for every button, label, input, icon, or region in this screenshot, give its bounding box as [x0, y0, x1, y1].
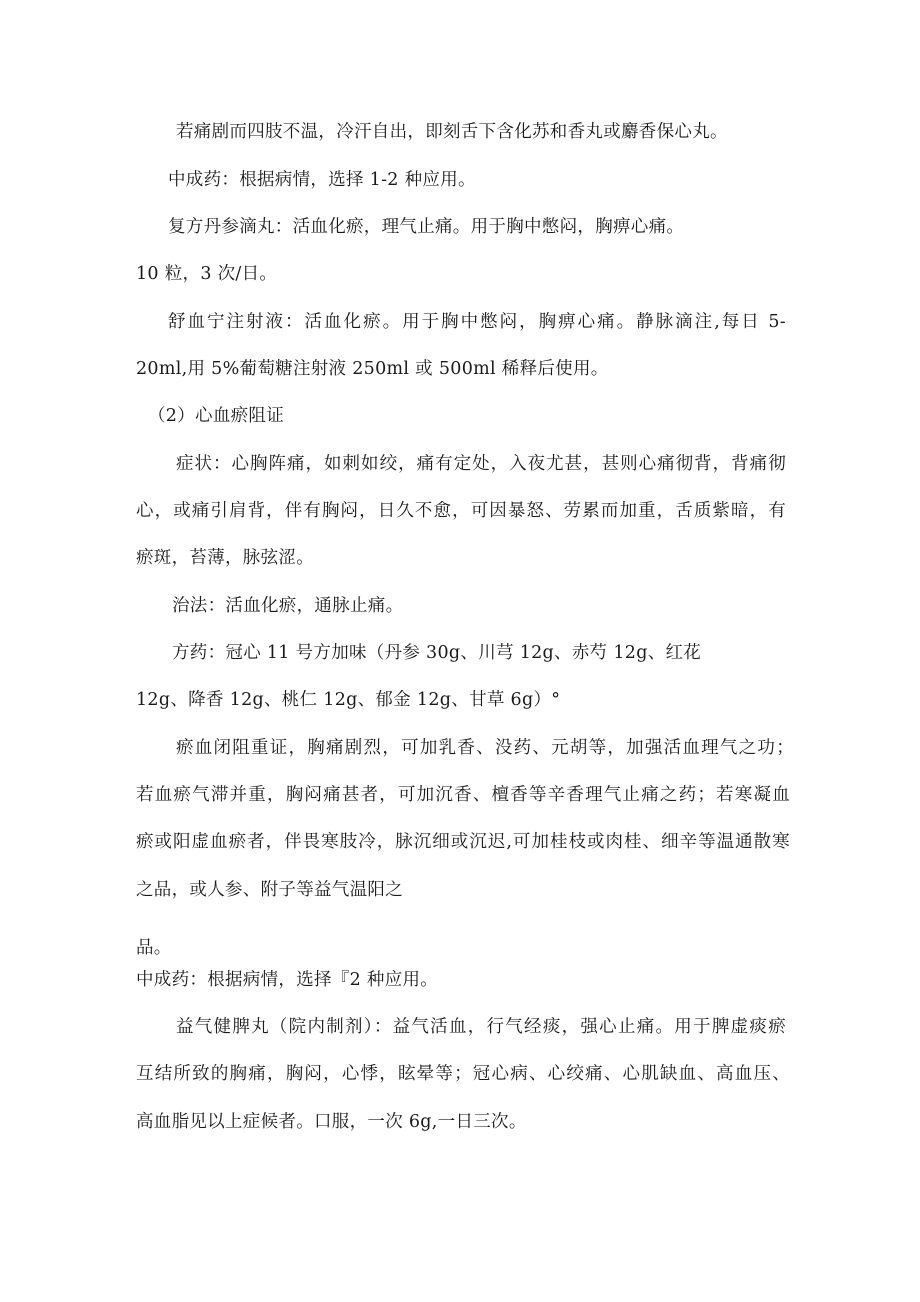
paragraph-line: 治法：活血化瘀，通脉止痛。 [172, 596, 404, 616]
paragraph-line: 心，或痛引肩背，伴有胸闷，日久不愈，可因暴怒、劳累而加重，舌质紫暗，有 [136, 501, 786, 521]
paragraph-line: 若痛剧而四肢不温，冷汗自出，即刻舌下含化苏和香丸或麝香保心丸。 [176, 122, 728, 142]
paragraph-line: 12g、降香 12g、桃仁 12g、郁金 12g、甘草 6g）° [136, 690, 561, 710]
paragraph-line: 20ml,用 5%葡萄糖注射液 250ml 或 500ml 稀释后使用。 [136, 359, 609, 379]
paragraph-line: 10 粒，3 次/日。 [136, 264, 278, 284]
paragraph-line: 中成药：根据病情，选择『2 种应用。 [136, 970, 439, 990]
paragraph-line: 品。 [136, 938, 172, 958]
paragraph-line: 益气健脾丸（院内制剂）：益气活血，行气经痰，强心止痛。用于脾虚痰瘀 [176, 1017, 786, 1037]
paragraph-line: 之品，或人参、附子等益气温阳之 [136, 880, 403, 900]
paragraph-line: 中成药：根据病情，选择 1-2 种应用。 [168, 170, 476, 190]
paragraph-line: 若血瘀气滞并重，胸闷痛甚者，可加沉香、檀香等辛香理气止痛之药；若寒凝血 [136, 785, 790, 805]
section-heading: （2）心血瘀阻证 [148, 406, 285, 426]
paragraph-line: 瘀或阳虚血瘀者，伴畏寒肢冷，脉沉细或沉迟,可加桂枝或肉桂、细辛等温通散寒 [136, 832, 790, 852]
paragraph-line: 方药：冠心 11 号方加味（丹参 30g、川芎 12g、赤芍 12g、红花 [172, 643, 702, 663]
paragraph-line: 复方丹参滴丸：活血化瘀，理气止痛。用于胸中憋闷，胸痹心痛。 [168, 217, 685, 237]
paragraph-line: 瘀斑，苔薄，脉弦涩。 [136, 548, 314, 568]
paragraph-line: 瘀血闭阻重证，胸痛剧烈，可加乳香、没药、元胡等，加强活血理气之功； [176, 738, 794, 758]
paragraph-line: 高血脂见以上症候者。口服，一次 6g,一日三次。 [136, 1112, 527, 1132]
paragraph-line: 症状：心胸阵痛，如刺如绞，痛有定处，入夜尤甚，甚则心痛彻背，背痛彻 [176, 454, 786, 474]
paragraph-line: 互结所致的胸痛，胸闷，心悸，眩晕等；冠心病、心绞痛、心肌缺血、高血压、 [136, 1064, 790, 1084]
paragraph-line: 舒血宁注射液：活血化瘀。用于胸中憋闷，胸痹心痛。静脉滴注,每日 5- [168, 312, 786, 332]
